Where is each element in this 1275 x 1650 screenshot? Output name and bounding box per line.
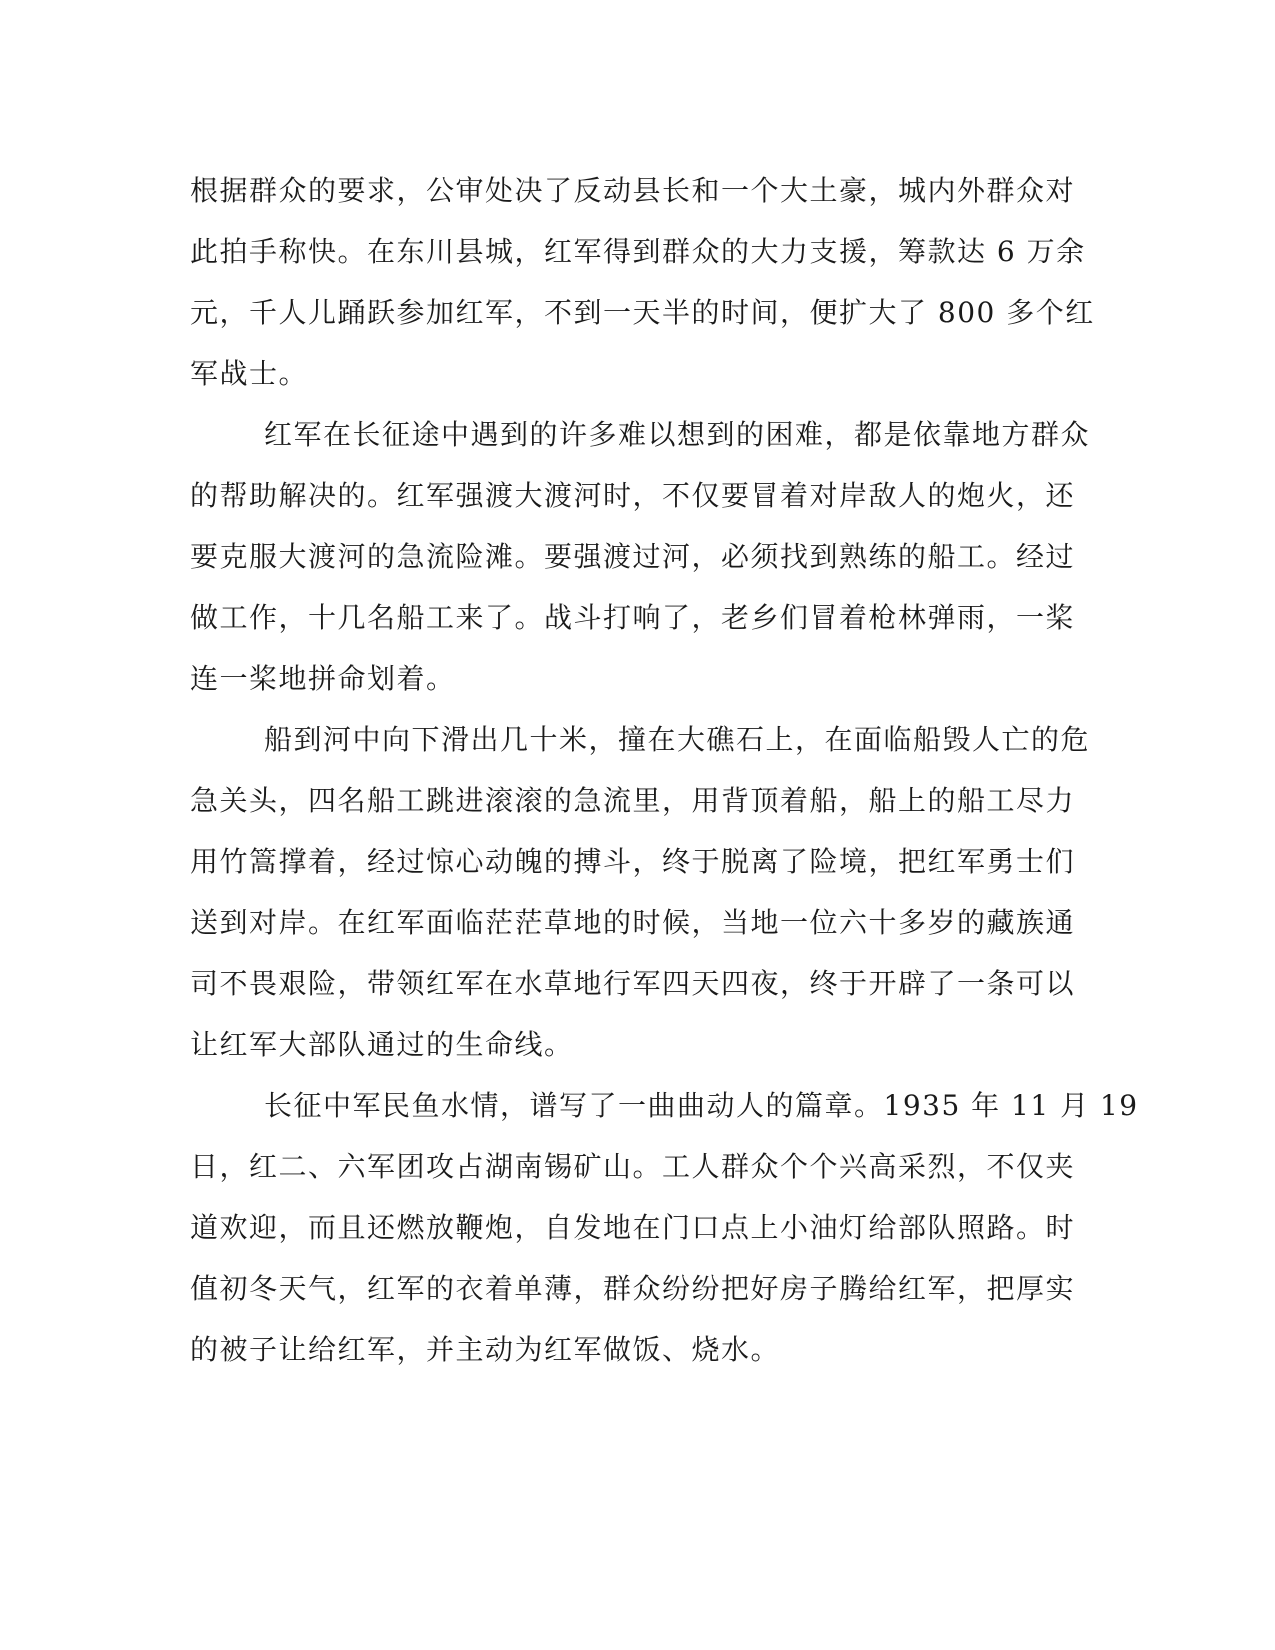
text-line: 此拍手称快。在东川县城，红军得到群众的大力支援，筹款达 6 万余 [190,235,1086,268]
text-line: 用竹篙撑着，经过惊心动魄的搏斗，终于脱离了险境，把红军勇士们 [190,845,1076,878]
paragraph-3 [190,709,1091,1075]
text-line: 值初冬天气，红军的衣着单薄，群众纷纷把好房子腾给红军，把厚实 [190,1272,1076,1305]
text-line: 船到河中向下滑出几十米，撞在大礁石上，在面临船毁人亡的危 [264,723,1091,756]
paragraph-2 [190,404,1091,709]
text-line: 送到对岸。在红军面临茫茫草地的时候，当地一位六十多岁的藏族通 [190,906,1076,939]
text-line: 要克服大渡河的急流险滩。要强渡过河，必须找到熟练的船工。经过 [190,540,1076,573]
text-line: 道欢迎，而且还燃放鞭炮，自发地在门口点上小油灯给部队照路。时 [190,1211,1076,1244]
paragraph-1 [190,160,1095,404]
text-line: 让红军大部队通过的生命线。 [190,1028,574,1061]
text-line: 司不畏艰险，带领红军在水草地行军四天四夜，终于开辟了一条可以 [190,967,1076,1000]
paragraph-4 [190,1075,1139,1380]
text-line: 的帮助解决的。红军强渡大渡河时，不仅要冒着对岸敌人的炮火，还 [190,479,1076,512]
text-line: 急关头，四名船工跳进滚滚的急流里，用背顶着船，船上的船工尽力 [190,784,1076,817]
text-line: 红军在长征途中遇到的许多难以想到的困难，都是依靠地方群众 [264,418,1091,451]
text-line: 元，千人儿踊跃参加红军，不到一天半的时间，便扩大了 800 多个红 [190,296,1095,329]
text-line: 的被子让给红军，并主动为红军做饭、烧水。 [190,1333,781,1366]
text-line: 做工作，十几名船工来了。战斗打响了，老乡们冒着枪林弹雨，一桨 [190,601,1076,634]
text-line: 连一桨地拼命划着。 [190,662,456,695]
text-line: 长征中军民鱼水情，谱写了一曲曲动人的篇章。1935 年 11 月 19 [264,1089,1139,1122]
document-body [190,160,1139,1380]
text-line: 日，红二、六军团攻占湖南锡矿山。工人群众个个兴高采烈，不仅夹 [190,1150,1076,1183]
text-line: 根据群众的要求，公审处决了反动县长和一个大土豪，城内外群众对 [190,174,1076,207]
text-line: 军战士。 [190,357,309,390]
